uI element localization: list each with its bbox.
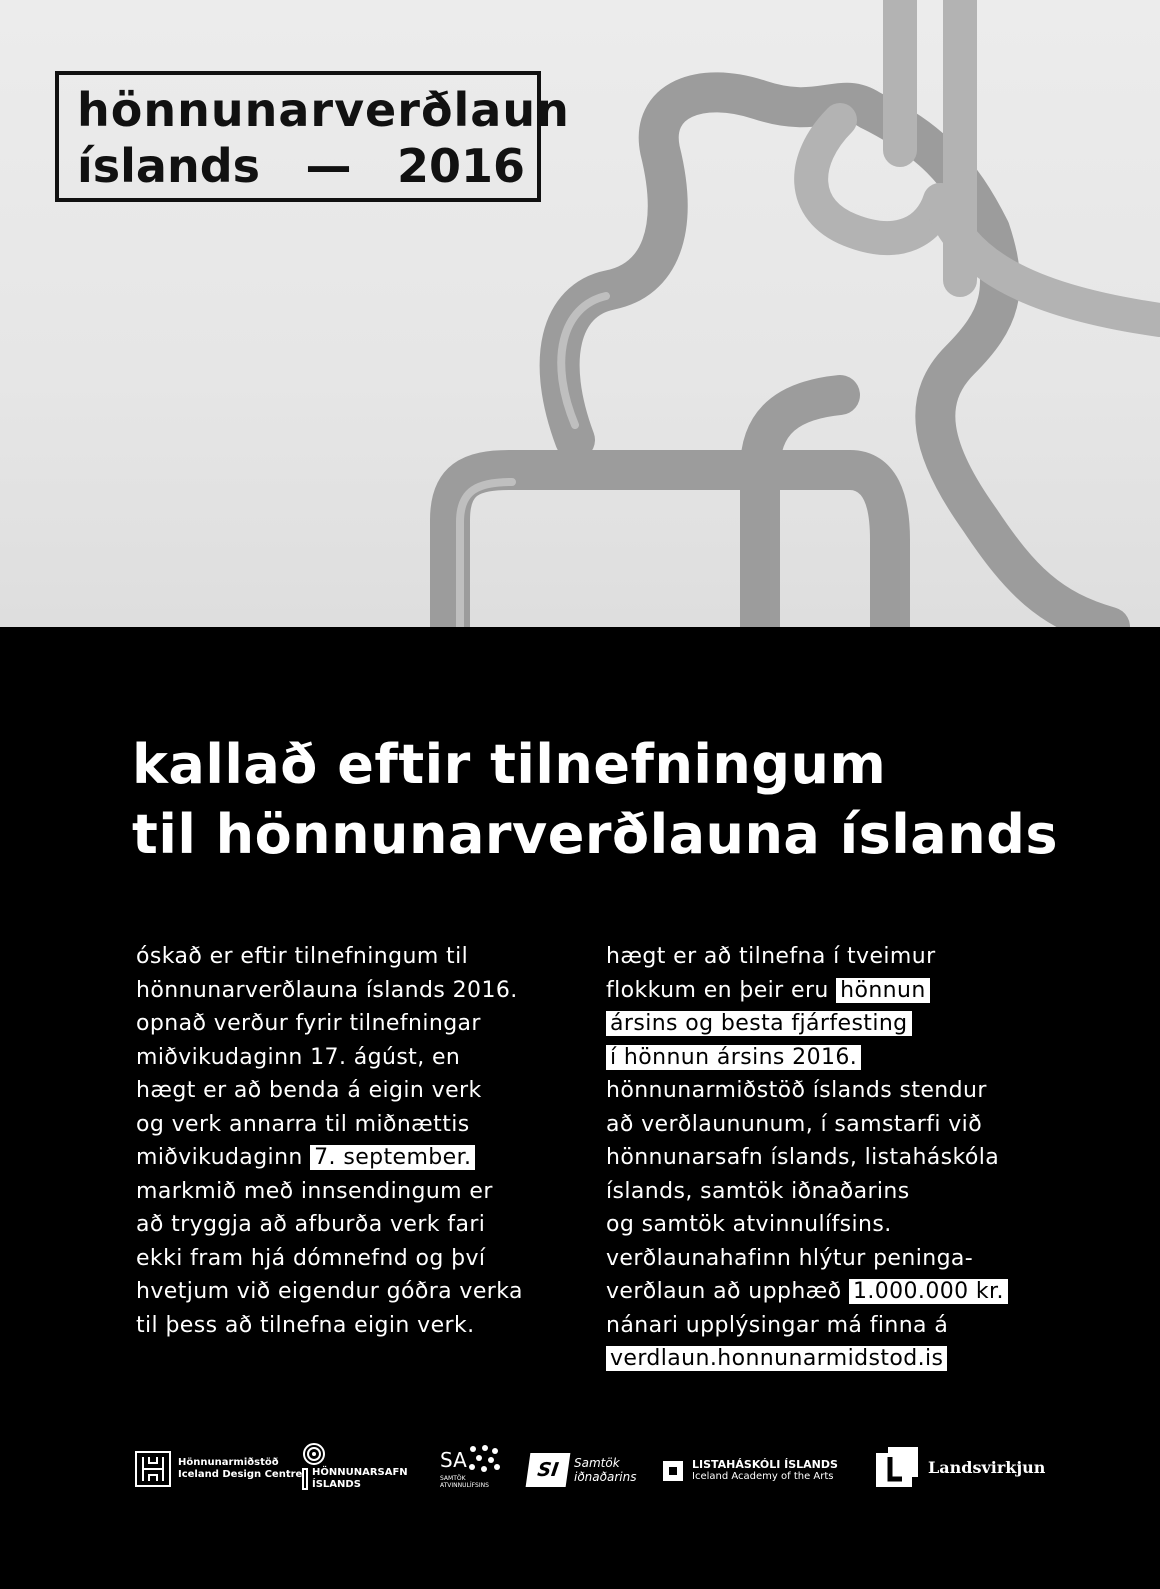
text-line: verðlaunahafinn hlýtur peninga-: [606, 1245, 974, 1271]
logo-honnunarmidstod: [135, 1451, 302, 1487]
right-column: [606, 940, 1008, 1376]
highlight-deadline: 7. september.: [310, 1145, 475, 1170]
text-segment: flokkum en þeir eru: [606, 977, 837, 1003]
text-line: til þess að tilnefna eigin verk.: [136, 1312, 475, 1338]
logo-dash: —: [305, 139, 352, 193]
text-line: óskað er eftir tilnefningum til: [136, 944, 469, 969]
design-centre-icon: [135, 1451, 171, 1487]
logo-text: HÖNNUNARSAFN: [312, 1467, 408, 1478]
si-mark: SI: [526, 1453, 571, 1487]
logo-text: ATVINNULÍFSINS: [440, 1482, 489, 1489]
website-link[interactable]: verdlaun.honnunarmidstod.is: [606, 1346, 947, 1371]
text-line: og samtök atvinnulífsins.: [606, 1212, 892, 1237]
logo-samtok-idnadarins: [528, 1453, 636, 1487]
text-line: miðvikudaginn 17. ágúst, en: [136, 1044, 461, 1070]
logo-text: Landsvirkjun: [928, 1457, 1046, 1477]
text-line: ekki fram hjá dómnefnd og því: [136, 1245, 486, 1271]
highlight-prize: 1.000.000 kr.: [849, 1279, 1008, 1304]
text-line: og verk annarra til miðnættis: [136, 1111, 470, 1137]
logo-year: 2016: [396, 139, 525, 193]
logo-text: Iceland Design Centre: [178, 1469, 303, 1480]
logo-text: Hönnunarmiðstöð: [178, 1457, 279, 1468]
text-line: [606, 974, 1008, 1008]
logo-text: iðnaðarins: [574, 1470, 637, 1484]
text-line: að verðlaununum, í samstarfi við: [606, 1111, 983, 1137]
sponsor-logos: [0, 1425, 1160, 1495]
highlight-category: ársins og besta fjárfesting: [606, 1011, 912, 1036]
text-line: hvetjum við eigendur góðra verka: [136, 1279, 523, 1304]
dots-icon: [467, 1445, 501, 1475]
text-line: markmið með innsendingum er: [136, 1178, 493, 1204]
text-line: [136, 1141, 523, 1175]
left-column: [136, 940, 523, 1342]
text-segment: miðvikudaginn: [136, 1145, 311, 1170]
landsvirkjun-icon: [876, 1447, 918, 1487]
text-line: hægt er að benda á eigin verk: [136, 1078, 482, 1103]
text-line: [606, 1342, 1008, 1376]
text-line: hægt er að tilnefna í tveimur: [606, 944, 936, 969]
text-line: hönnunarsafn íslands, listaháskóla: [606, 1145, 1000, 1170]
text-line: [606, 1041, 1008, 1075]
logo-text: SAMTÖK: [440, 1475, 466, 1482]
headline-line-2: til hönnunarverðlauna íslands: [132, 803, 1058, 866]
text-line: íslands, samtök iðnaðarins: [606, 1178, 910, 1204]
sa-mark: SA: [440, 1448, 467, 1472]
bar-icon: [302, 1468, 308, 1490]
logo-listahaskoli: [663, 1458, 838, 1483]
text-line: hönnunarmiðstöð íslands stendur: [606, 1078, 987, 1103]
highlight-category: í hönnun ársins 2016.: [606, 1045, 861, 1070]
logo-honnunarsafn: [302, 1443, 408, 1491]
hero-photo: [0, 0, 1160, 627]
logo-text: LISTAHÁSKÓLI ÍSLANDS: [692, 1458, 838, 1471]
headline: [132, 730, 1058, 870]
text-segment: verðlaun að upphæð: [606, 1279, 849, 1304]
spiral-icon: [302, 1443, 326, 1465]
logo-text: Samtök: [574, 1456, 620, 1470]
logo-subtitle: [77, 139, 525, 193]
logo-samtok-atvinnulifsins: [440, 1445, 501, 1489]
highlight-category: hönnun: [836, 978, 930, 1003]
text-line: að tryggja að afburða verk fari: [136, 1212, 486, 1237]
logo-text: Iceland Academy of the Arts: [692, 1471, 834, 1482]
logo-country: íslands: [77, 139, 261, 193]
logo-title: hönnunarverðlaun: [77, 83, 570, 137]
headline-line-1: kallað eftir tilnefningum: [132, 733, 887, 796]
text-line: [606, 1007, 1008, 1041]
text-line: [606, 1275, 1008, 1309]
award-logo: [55, 71, 570, 202]
logo-landsvirkjun: [876, 1447, 1045, 1487]
logo-text: ÍSLANDS: [312, 1479, 361, 1490]
square-icon: [663, 1461, 683, 1481]
text-line: hönnunarverðlauna íslands 2016.: [136, 977, 518, 1003]
text-line: opnað verður fyrir tilnefningar: [136, 1011, 481, 1036]
text-line: nánari upplýsingar má finna á: [606, 1312, 949, 1338]
